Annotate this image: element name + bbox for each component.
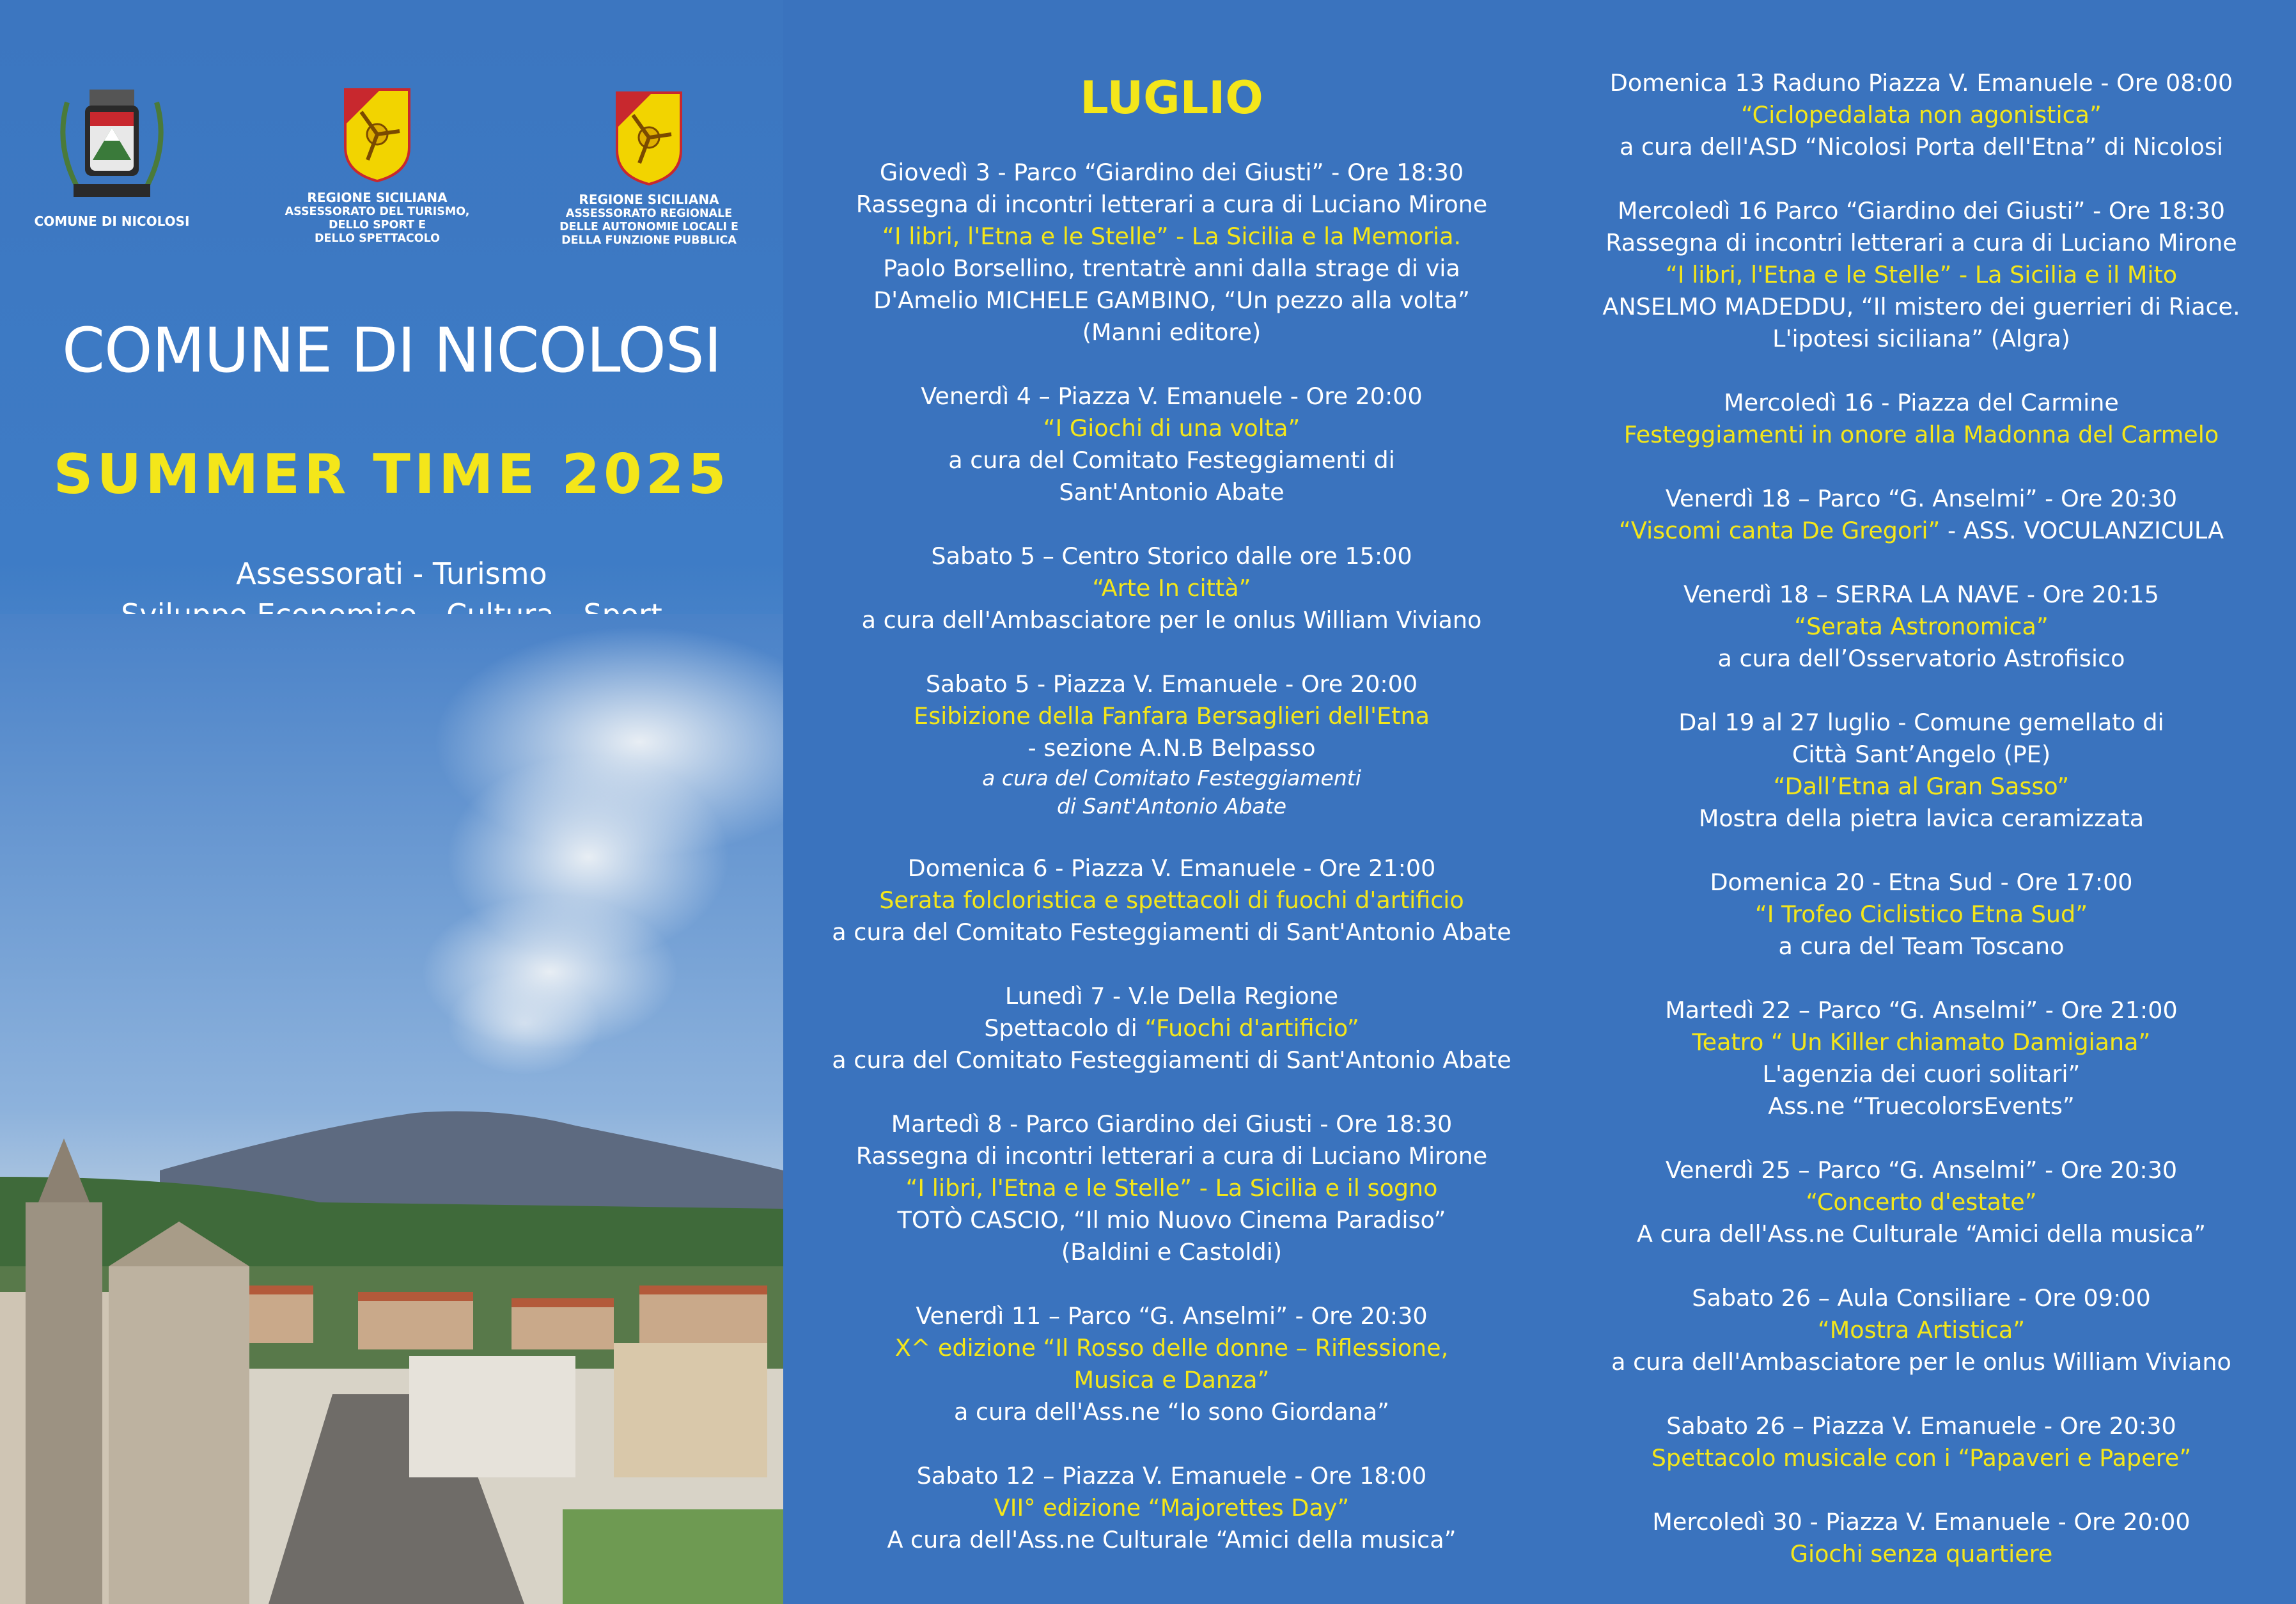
event-text: A cura dell'Ass.ne Culturale “Amici della musica” bbox=[1636, 1220, 2206, 1248]
event-highlight: Spettacolo musicale con i “Papaveri e Papere” bbox=[1651, 1444, 2192, 1472]
regione-turismo-line3: DELLO SPETTACOLO bbox=[314, 232, 441, 245]
event-item bbox=[1560, 483, 2283, 547]
event-item bbox=[1560, 995, 2283, 1122]
event-date: Lunedì 7 - V.le Della Regione bbox=[1004, 982, 1339, 1010]
event-text: Ass.ne “TruecolorsEvents” bbox=[1768, 1092, 2075, 1120]
event-highlight: “I Trofeo Ciclistico Etna Sud” bbox=[1754, 900, 2088, 928]
event-highlight: “I libri, l'Etna e le Stelle” - La Sicilia e la Memoria. bbox=[882, 223, 1462, 250]
page-title: COMUNE DI NICOLOSI bbox=[61, 315, 721, 386]
event-item bbox=[786, 668, 1557, 821]
regione-turismo-line2: DELLO SPORT E bbox=[328, 219, 426, 232]
event-text: a cura dell'Ambasciatore per le onlus William Viviano bbox=[861, 606, 1482, 634]
event-text bbox=[786, 1012, 1557, 1044]
regione-autonomie-line1: ASSESSORATO REGIONALE bbox=[565, 207, 733, 220]
event-highlight: “I libri, l'Etna e le Stelle” - La Sicilia e il sogno bbox=[905, 1174, 1438, 1202]
event-highlight: “Fuochi d'artificio” bbox=[1144, 1014, 1359, 1042]
event-date: Sabato 26 – Aula Consiliare - Ore 09:00 bbox=[1692, 1284, 2151, 1312]
event-date: Domenica 13 Raduno Piazza V. Emanuele - Ore 08:00 bbox=[1609, 69, 2233, 97]
comune-logo bbox=[19, 77, 205, 229]
regione-turismo-line1: ASSESSORATO DEL TURISMO, bbox=[285, 205, 470, 218]
event-text: L'ipotesi siciliana” (Algra) bbox=[1772, 325, 2070, 352]
event-text: - sezione A.N.B Belpasso bbox=[1027, 734, 1316, 762]
assessorati-line1: Assessorati - Turismo bbox=[236, 556, 547, 591]
event-date: Venerdì 11 – Parco “G. Anselmi” - Ore 20:30 bbox=[916, 1302, 1428, 1330]
event-item bbox=[786, 1460, 1557, 1556]
events-column-1 bbox=[786, 157, 1557, 1588]
event-highlight: Musica e Danza” bbox=[1074, 1366, 1270, 1394]
event-item bbox=[786, 381, 1557, 508]
event-date: Domenica 6 - Piazza V. Emanuele - Ore 21:00 bbox=[907, 854, 1436, 882]
event-item bbox=[1560, 1410, 2283, 1474]
event-highlight: “I Giochi di una volta” bbox=[1043, 414, 1300, 442]
events-column-2 bbox=[1560, 67, 2283, 1570]
event-date: Giovedì 3 - Parco “Giardino dei Giusti” - Ore 18:30 bbox=[879, 159, 1464, 186]
event-date: Venerdì 25 – Parco “G. Anselmi” - Ore 20:30 bbox=[1665, 1156, 2178, 1184]
event-note: di Sant'Antonio Abate bbox=[1056, 794, 1287, 819]
event-item bbox=[1560, 195, 2283, 355]
event-highlight: “Serata Astronomica” bbox=[1794, 613, 2049, 640]
event-date: Sabato 5 - Piazza V. Emanuele - Ore 20:00 bbox=[925, 670, 1418, 698]
event-text: a cura del Team Toscano bbox=[1778, 932, 2065, 960]
event-highlight: “Arte In città” bbox=[1092, 574, 1251, 602]
event-text: a cura del Comitato Festeggiamenti di bbox=[948, 446, 1395, 474]
event-item bbox=[786, 1300, 1557, 1428]
event-date: Domenica 20 - Etna Sud - Ore 17:00 bbox=[1710, 869, 2133, 896]
regione-turismo-title: REGIONE SICILIANA bbox=[307, 190, 448, 205]
regione-autonomie-logo bbox=[534, 90, 764, 248]
event-text: a cura dell'ASD “Nicolosi Porta dell'Etna” di Nicolosi bbox=[1620, 133, 2223, 161]
event-text: TOTÒ CASCIO, “Il mio Nuovo Cinema Paradiso” bbox=[897, 1206, 1446, 1234]
event-highlight: Serata folcloristica e spettacoli di fuochi d'artificio bbox=[879, 886, 1464, 914]
event-highlight: “I libri, l'Etna e le Stelle” - La Sicilia e il Mito bbox=[1665, 261, 2178, 288]
event-text-part: - ASS. VOCULANZICULA bbox=[1940, 517, 2224, 544]
event-item bbox=[786, 853, 1557, 948]
month-heading: LUGLIO bbox=[1080, 72, 1263, 124]
event-text: A cura dell'Ass.ne Culturale “Amici della musica” bbox=[887, 1526, 1456, 1553]
event-text bbox=[1560, 515, 2283, 547]
event-date: Sabato 12 – Piazza V. Emanuele - Ore 18:00 bbox=[916, 1462, 1427, 1490]
event-highlight: Festeggiamenti in onore alla Madonna del Carmelo bbox=[1623, 421, 2219, 448]
event-date: Sabato 5 – Centro Storico dalle ore 15:00 bbox=[931, 542, 1412, 570]
event-item bbox=[786, 1108, 1557, 1268]
event-date: Mercoledì 30 - Piazza V. Emanuele - Ore 20:00 bbox=[1652, 1508, 2191, 1536]
event-item bbox=[1560, 579, 2283, 675]
event-highlight: “Ciclopedalata non agonistica” bbox=[1741, 101, 2102, 129]
event-title: SUMMER TIME 2025 bbox=[53, 443, 730, 507]
event-highlight: Esibizione della Fanfara Bersaglieri dell'Etna bbox=[914, 702, 1430, 730]
trinacria-icon bbox=[614, 90, 684, 185]
regione-autonomie-title: REGIONE SICILIANA bbox=[579, 192, 719, 207]
event-text: L'agenzia dei cuori solitari” bbox=[1762, 1060, 2081, 1088]
event-text: a cura del Comitato Festeggiamenti di Sant'Antonio Abate bbox=[832, 1046, 1511, 1074]
event-date: Mercoledì 16 - Piazza del Carmine bbox=[1724, 389, 2119, 416]
cover-panel bbox=[0, 0, 783, 1604]
event-date: Venerdì 18 – Parco “G. Anselmi” - Ore 20:30 bbox=[1665, 485, 2178, 512]
regione-autonomie-line3: DELLA FUNZIONE PUBBLICA bbox=[561, 234, 737, 247]
event-highlight: “Mostra Artistica” bbox=[1817, 1316, 2026, 1344]
event-highlight: Giochi senza quartiere bbox=[1790, 1540, 2053, 1568]
regione-autonomie-line2: DELLE AUTONOMIE LOCALI E bbox=[559, 221, 738, 233]
event-text-part: Spettacolo di bbox=[984, 1014, 1145, 1042]
event-item bbox=[1560, 1282, 2283, 1378]
regione-turismo-logo bbox=[259, 86, 496, 246]
event-item bbox=[786, 157, 1557, 349]
coat-of-arms-icon bbox=[42, 77, 182, 211]
event-date: Martedì 22 – Parco “G. Anselmi” - Ore 21:00 bbox=[1665, 996, 2178, 1024]
etna-town-photo bbox=[0, 614, 783, 1604]
event-date: Mercoledì 16 Parco “Giardino dei Giusti” - Ore 18:30 bbox=[1617, 197, 2226, 224]
event-text: a cura dell'Ambasciatore per le onlus William Viviano bbox=[1611, 1348, 2231, 1376]
event-text: Città Sant’Angelo (PE) bbox=[1792, 741, 2051, 768]
trinacria-icon bbox=[342, 86, 412, 182]
event-text: Mostra della pietra lavica ceramizzata bbox=[1698, 805, 2144, 832]
event-text: a cura dell’Osservatorio Astrofisico bbox=[1717, 645, 2125, 672]
event-text: Rassegna di incontri letterari a cura di Luciano Mirone bbox=[1605, 229, 2237, 256]
event-highlight: “Concerto d'estate” bbox=[1806, 1188, 2037, 1216]
event-text: D'Amelio MICHELE GAMBINO, “Un pezzo alla volta” bbox=[873, 287, 1470, 314]
event-text: Rassegna di incontri letterari a cura di Luciano Mirone bbox=[855, 1142, 1488, 1170]
event-highlight: X^ edizione “Il Rosso delle donne – Riflessione, bbox=[894, 1334, 1449, 1362]
event-date: Venerdì 4 – Piazza V. Emanuele - Ore 20:00 bbox=[921, 382, 1423, 410]
event-text: Paolo Borsellino, trentatrè anni dalla strage di via bbox=[883, 255, 1460, 282]
event-item bbox=[786, 980, 1557, 1076]
event-text: Rassegna di incontri letterari a cura di Luciano Mirone bbox=[855, 191, 1488, 218]
event-item bbox=[1560, 1506, 2283, 1570]
event-text: a cura del Comitato Festeggiamenti di Sant'Antonio Abate bbox=[832, 918, 1511, 946]
event-item bbox=[1560, 67, 2283, 163]
event-text: (Baldini e Castoldi) bbox=[1061, 1238, 1283, 1266]
event-text: Sant'Antonio Abate bbox=[1059, 478, 1285, 506]
event-highlight: VII° edizione “Majorettes Day” bbox=[994, 1494, 1350, 1521]
event-item bbox=[1560, 1154, 2283, 1250]
event-highlight: “Viscomi canta De Gregori” bbox=[1618, 517, 1941, 544]
event-note: a cura del Comitato Festeggiamenti bbox=[982, 766, 1361, 790]
event-item bbox=[1560, 707, 2283, 835]
event-date: Dal 19 al 27 luglio - Comune gemellato di bbox=[1678, 709, 2164, 736]
event-date: Sabato 26 – Piazza V. Emanuele - Ore 20:30 bbox=[1666, 1412, 2176, 1440]
event-date: Martedì 8 - Parco Giardino dei Giusti - Ore 18:30 bbox=[891, 1110, 1453, 1138]
event-highlight: Teatro “ Un Killer chiamato Damigiana” bbox=[1692, 1028, 2151, 1056]
event-item bbox=[786, 540, 1557, 636]
event-date: Venerdì 18 – SERRA LA NAVE - Ore 20:15 bbox=[1683, 581, 2159, 608]
event-text: (Manni editore) bbox=[1082, 318, 1261, 346]
event-item bbox=[1560, 387, 2283, 451]
event-item bbox=[1560, 867, 2283, 963]
comune-logo-caption: COMUNE DI NICOLOSI bbox=[34, 214, 190, 229]
event-text: ANSELMO MADEDDU, “Il mistero dei guerrieri di Riace. bbox=[1602, 293, 2240, 320]
event-highlight: “Dall’Etna al Gran Sasso” bbox=[1773, 773, 2070, 800]
event-text: a cura dell'Ass.ne “Io sono Giordana” bbox=[954, 1398, 1389, 1426]
